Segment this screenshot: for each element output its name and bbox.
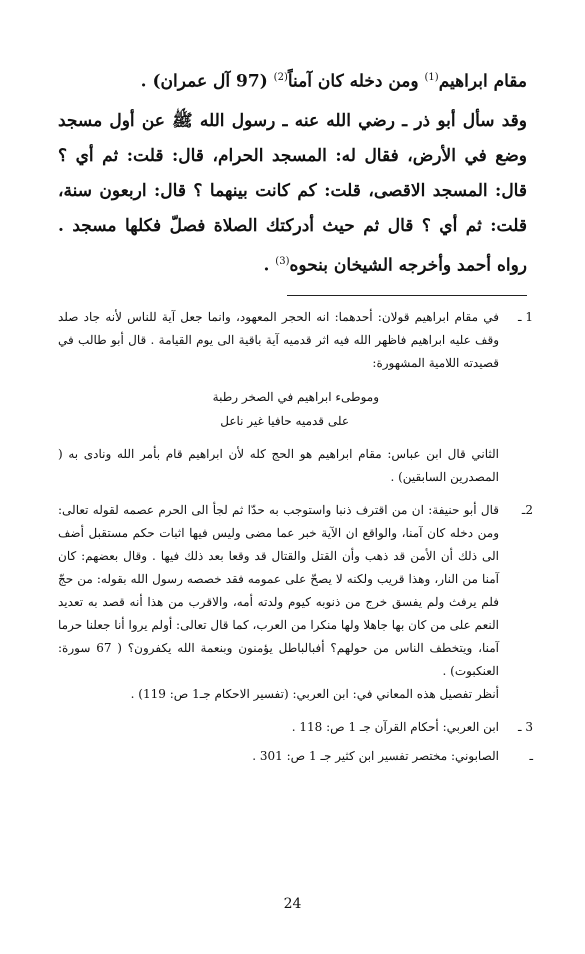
footnote-1 [58, 306, 533, 489]
footnote-ref-3: (3) [275, 255, 290, 267]
text-run: مقام ابراهيم [438, 71, 527, 92]
footnote-text: ابن العربي: أحكام القرآن جـ 1 ص: 118 . [291, 720, 499, 735]
main-paragraph-1 [58, 60, 527, 100]
footnote-separator [287, 295, 527, 296]
verse-line-2: على قدميه حافيا غير ناعل [220, 414, 349, 429]
poem-verse [58, 385, 499, 433]
footnote-reference: أنظر تفصيل هذه المعاني في: ابن العربي: (تفسير الاحكام جـ1 ص: 119) . [130, 687, 499, 702]
verse-line-1: وموطىء ابراهيم في الصخر رطبة [212, 390, 379, 405]
footnote-text: الصابوني: مختصر تفسير ابن كثير جـ 1 ص: 301 . [252, 749, 499, 764]
text-run: (97 آل عمران) . [140, 71, 274, 92]
text-run: ومن دخله كان آمناً [287, 71, 425, 92]
footnote-number: 3 ـ [518, 720, 533, 735]
footnote-number: 1 ـ [518, 310, 533, 325]
footnote-text: في مقام ابراهيم قولان: أحدهما: انه الحجر المعهود، وانما جعل آية للناس لأنه جاد صلد وقف عليه ابراهيم فاظهر الله فيه اثر قدميه آية باقية الى يوم القيامة . قال أبو طالب في قصيدته اللامية المشهورة: [58, 310, 499, 371]
footnote-text: قال أبو حنيفة: ان من اقترف ذنبا واستوجب به حدّا ثم لجأ الى الحرم عصمه لقوله تعالى: ومن دخله كان آمنا، والواقع ان الآية خبر عما مضى وليس فيها اثبات حكم مستقبل أضف الى ذلك أن الأمن قد ذهب وأن القتل والقتال قد وقعا بعد ذلك فيها . وقال بعضهم: كان آمنا من النار، وهذا قريب ولكنه لا يصحّ على عمومه فقد خصصه رسول الله بقوله: من حجّ فلم يرفث ولم يفسق خرج من ذنوبه كيوم ولدته أمه، والاقرب من هذا أنه قصد به تعديد النعم على من كان بها جاهلا ولها منكرا من العرب، كما قال تعالى: أولم يروا أنا جعلنا حرما آمنا، ويتخطف الناس من حولهم؟ أفبالباطل يؤمنون وبنعمة الله يكفرون؟ ( 67 سورة: العنكبوت) . [58, 503, 499, 679]
page-number: 24 [283, 896, 302, 912]
footnote-3 [58, 716, 533, 739]
footnote-3b [58, 745, 533, 768]
footnotes [58, 306, 533, 768]
footnote-number: 2ـ [521, 503, 533, 518]
main-paragraph-2 [58, 104, 527, 284]
footnote-ref-2: (2) [273, 72, 288, 83]
footnote-dash: ـ [529, 749, 533, 764]
footnote-2 [58, 499, 533, 706]
main-text [58, 60, 527, 283]
footnote-text: الثاني قال ابن عباس: مقام ابراهيم هو الحج كله لأن ابراهيم قام بأمر الله ونادى به ( المصدرين السابقين) . [58, 447, 499, 485]
footnote-ref-1: (1) [424, 72, 439, 83]
text-run: . [263, 255, 276, 276]
text-run: وقد سأل أبو ذر ـ رضي الله عنه ـ رسول الله ﷺ عن أول مسجد وضع في الأرض، فقال له: المسجد الحرام، قال: قلت: ثم أي ؟ قال: المسجد الاقصى، قلت: كم كانت بينهما ؟ قال: اربعون سنة، قلت: ثم أي ؟ قال ثم حيث أدركتك الصلاة فصلّ فكلها مسجد . رواه أحمد وأخرجه الشيخان بنحوه [58, 110, 527, 276]
